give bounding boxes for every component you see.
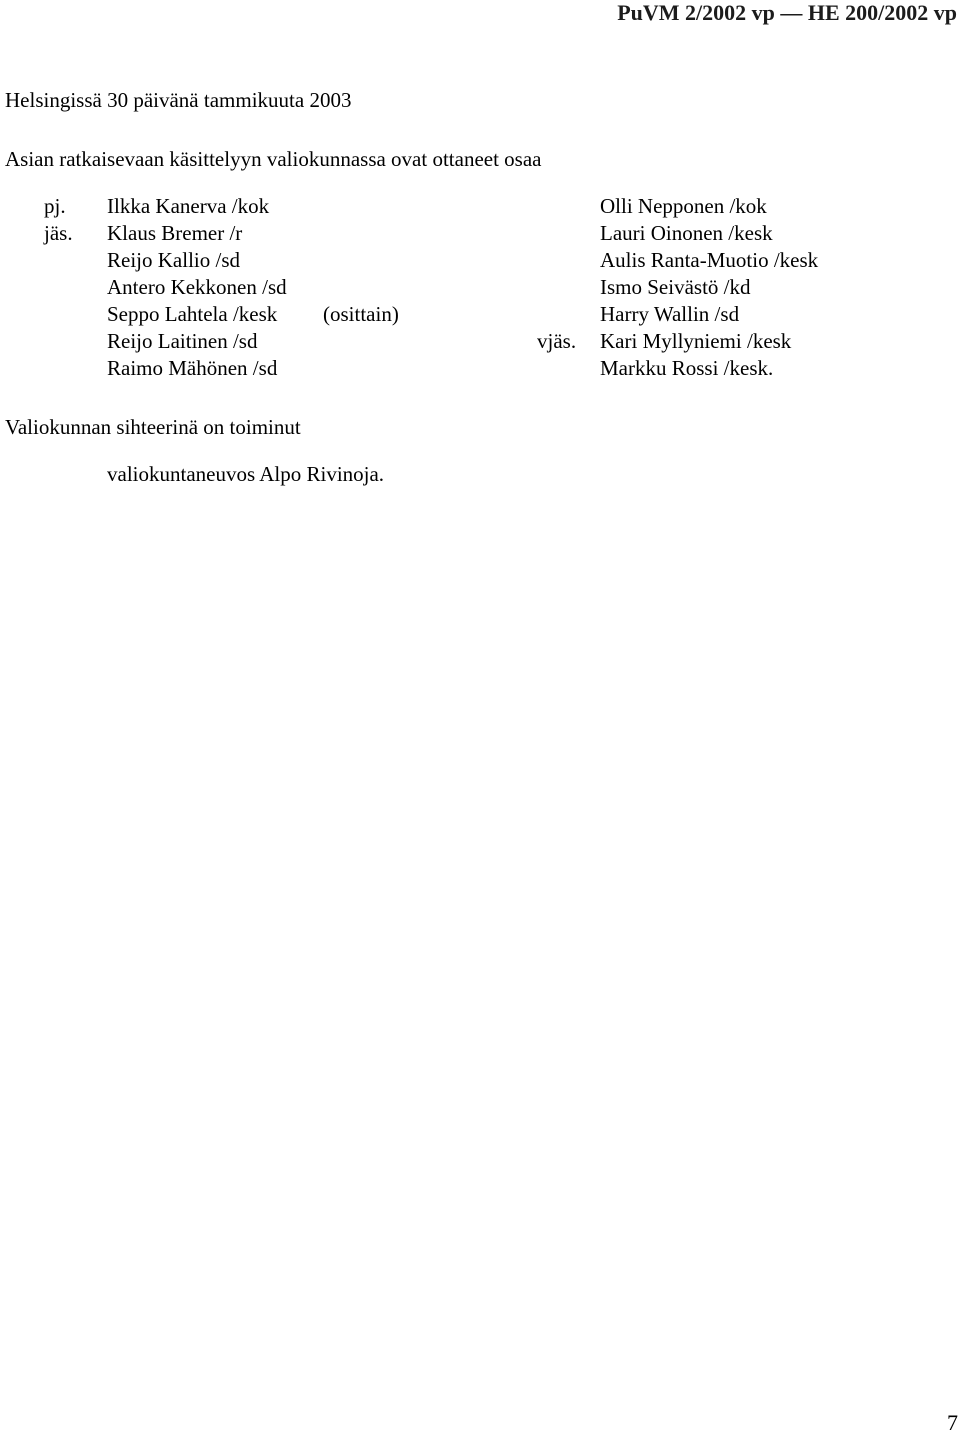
page-header: PuVM 2/2002 vp — HE 200/2002 vp (617, 0, 957, 25)
right-member-4: Ismo Seivästö /kd (600, 275, 751, 299)
partial-attendance-note: (osittain) (323, 302, 399, 326)
secretary-intro: Valiokunnan sihteerinä on toiminut (5, 415, 301, 439)
right-member-1: Olli Nepponen /kok (600, 194, 767, 218)
right-member-3: Aulis Ranta-Muotio /kesk (600, 248, 819, 272)
left-member-2: Reijo Kallio /sd (107, 248, 240, 272)
page-number: 7 (947, 1410, 958, 1435)
right-member-5: Harry Wallin /sd (600, 302, 740, 326)
right-member-2: Lauri Oinonen /kesk (600, 221, 773, 245)
left-member-4: Seppo Lahtela /kesk (107, 302, 278, 326)
deputy-role: vjäs. (537, 329, 577, 353)
participants-intro: Asian ratkaisevaan käsittelyyn valiokunnassa ovat ottaneet osaa (5, 147, 542, 171)
left-member-6: Raimo Mähönen /sd (107, 356, 278, 380)
secretary-name: valiokuntaneuvos Alpo Rivinoja. (107, 462, 385, 486)
chair-name: Ilkka Kanerva /kok (107, 194, 270, 218)
left-member-3: Antero Kekkonen /sd (107, 275, 287, 299)
left-member-5: Reijo Laitinen /sd (107, 329, 258, 353)
left-member-1: Klaus Bremer /r (107, 221, 243, 245)
right-member-6: Kari Myllyniemi /kesk (600, 329, 792, 353)
place-date: Helsingissä 30 päivänä tammikuuta 2003 (5, 88, 352, 112)
chair-role: pj. (44, 194, 66, 218)
right-member-7: Markku Rossi /kesk. (600, 356, 774, 380)
member-role: jäs. (44, 221, 73, 245)
